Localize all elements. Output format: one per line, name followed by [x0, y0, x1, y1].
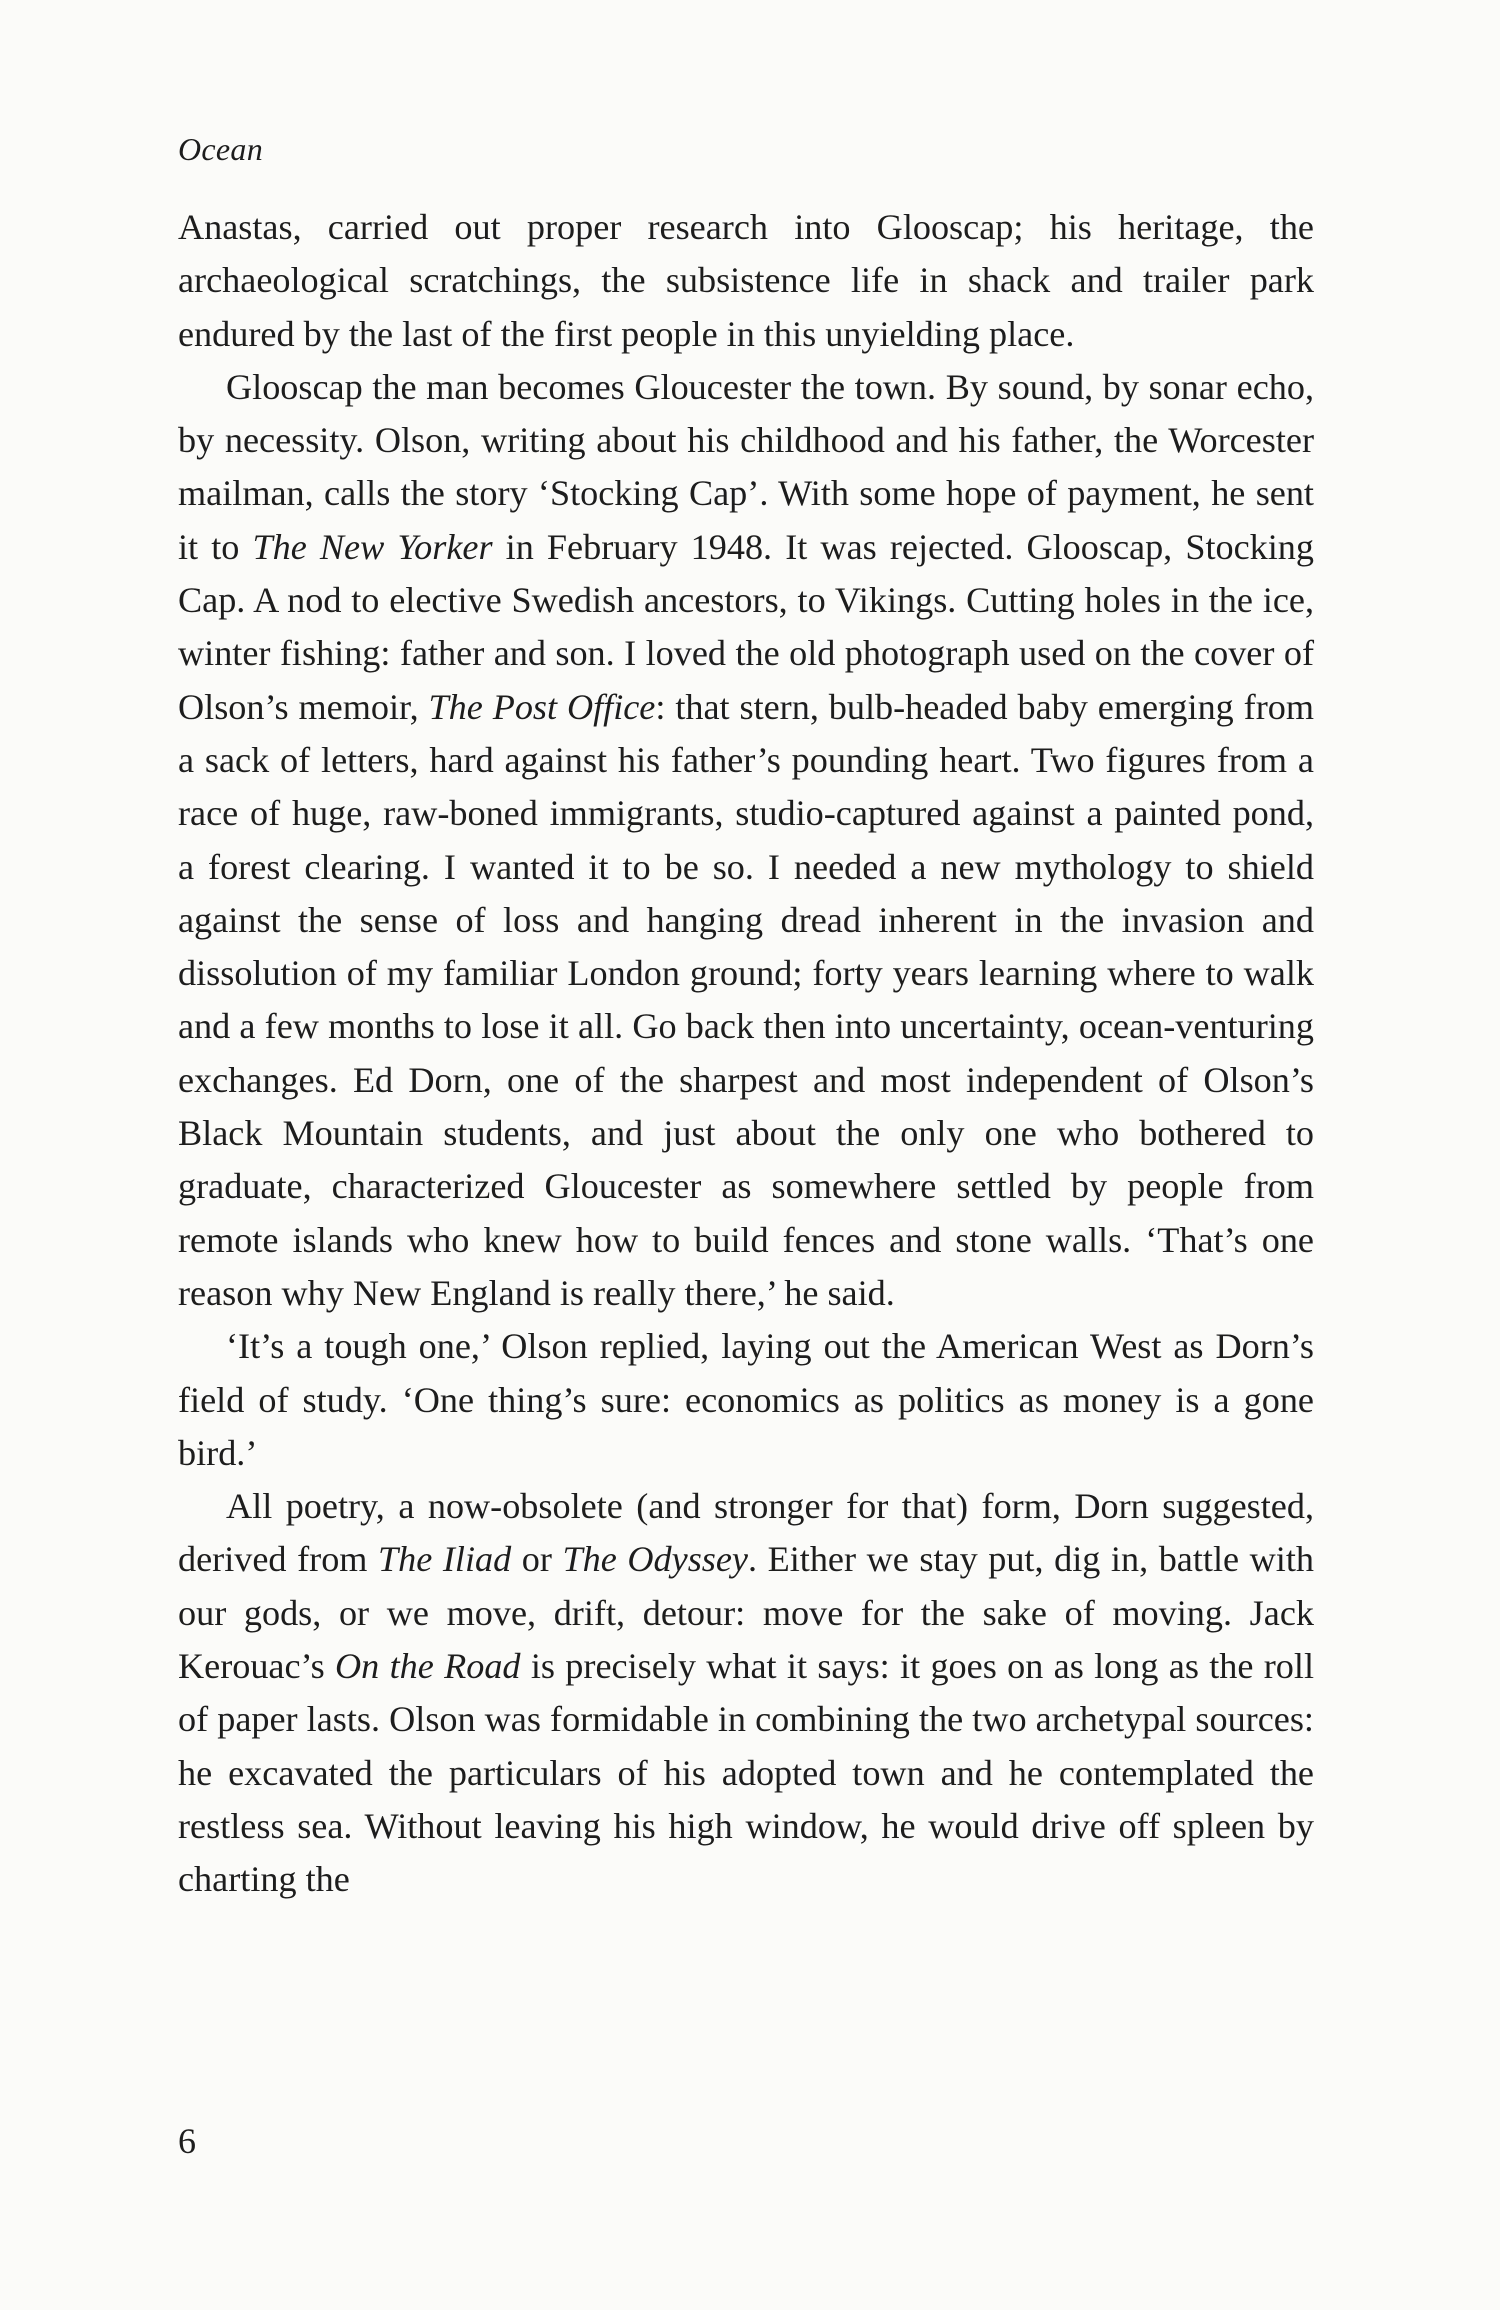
- text-span: : that stern, bulb-headed baby emerging from a sack of letters, hard against his father’s pounding heart. Two figures from a race of huge, raw-boned immigrants, studio-captured against a painted pond, a forest clearing. I wanted it to be so. I needed a new mythology to shield against the sense of loss and hanging dread inherent in the invasion and dissolution of my familiar London ground; forty years learning where to walk and a few months to lose it all. Go back then into uncertainty, ocean-venturing exchanges. Ed Dorn, one of the sharpest and most independent of Olson’s Black Mountain students, and just about the only one who bothered to graduate, characterized Gloucester as somewhere settled by people from remote islands who knew how to build fences and stone walls. ‘That’s one reason why New England is really there,’ he said.: [178, 686, 1314, 1313]
- italic-title: The Odyssey: [562, 1539, 748, 1580]
- paragraph-3: [178, 1320, 1314, 1480]
- text-span: . Either we stay put, dig in, battle with our gods, or we move, drift, detour: move for the sake of moving. Jack Kerouac’s: [178, 1539, 1314, 1687]
- text-span: or: [511, 1539, 563, 1580]
- text-span: is precisely what it says: it goes on as long as the roll of paper lasts. Olson was formidable in combining the two archetypal sources: he excavated the particulars of his adopted town and he contemplated the restless sea. Without leaving his high window, he would drive off spleen by charting the: [178, 1646, 1315, 1900]
- italic-title: The Post Office: [428, 686, 656, 727]
- running-head: Ocean: [178, 131, 264, 167]
- paragraph-2: [178, 361, 1314, 1320]
- italic-title: The Iliad: [378, 1539, 512, 1580]
- text-span: ‘It’s a tough one,’ Olson replied, laying out the American West as Dorn’s field of study. ‘One thing’s sure: economics as politics as money is a gone bird.’: [178, 1326, 1314, 1473]
- text-span: in February 1948. It was rejected. Glooscap, Stocking Cap. A nod to elective Swedish ancestors, to Vikings. Cutting holes in the ice, winter fishing: father and son. I loved the old photograph used on the cover of Olson’s memoir,: [178, 526, 1314, 727]
- text-span: Glooscap the man becomes Gloucester the town. By sound, by sonar echo, by necessity. Olson, writing about his childhood and his father, the Worcester mailman, calls the story ‘Stocking Cap’. With some hope of payment, he sent it to: [178, 366, 1314, 567]
- italic-title: The New Yorker: [252, 526, 493, 567]
- text-span: Anastas, carried out proper research into Glooscap; his heritage, the archaeological scratchings, the subsistence life in shack and trailer park endured by the last of the first people in this unyielding place.: [178, 207, 1314, 354]
- italic-title: On the Road: [335, 1646, 521, 1687]
- paragraph-1: [178, 201, 1314, 361]
- body-text: [178, 201, 1314, 1907]
- text-span: All poetry, a now-obsolete (and stronger for that) form, Dorn suggested, derived from: [178, 1486, 1314, 1580]
- page-number: 6: [178, 2121, 196, 2161]
- paragraph-4: [178, 1480, 1314, 1906]
